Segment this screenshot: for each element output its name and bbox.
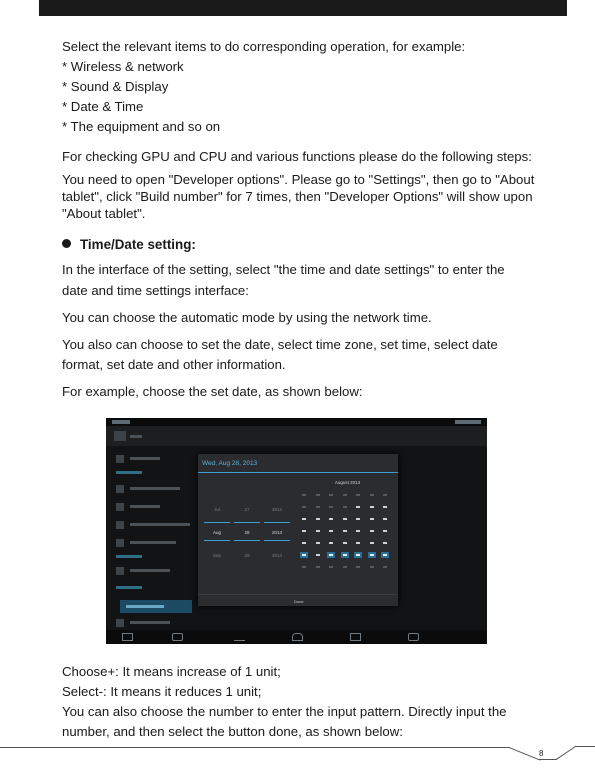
volume-up-icon xyxy=(408,633,419,641)
developer-text-line3: "About tablet". xyxy=(62,206,146,221)
calendar-day-cell xyxy=(341,528,349,534)
gpu-cpu-text: For checking GPU and CPU and various functions please do the following steps: xyxy=(62,149,532,164)
spinner-divider xyxy=(264,540,290,541)
bullet-icon xyxy=(62,239,71,248)
calendar-day-cell xyxy=(354,564,362,570)
list-item-sound: * Sound & Display xyxy=(62,79,169,94)
calendar-day-cell xyxy=(327,528,335,534)
calendar-day-cell xyxy=(327,564,335,570)
footer-rule xyxy=(575,746,595,747)
also-text-line2: format, set date and other information. xyxy=(62,357,286,372)
calendar-day-cell xyxy=(368,492,376,498)
page-number: 8 xyxy=(539,749,544,758)
calendar-month-header: August 2013 xyxy=(334,480,361,485)
calendar-day-cell xyxy=(327,552,335,558)
calendar-day-cell xyxy=(381,492,389,498)
calendar-day-cell xyxy=(314,552,322,558)
settings-section-header xyxy=(116,555,142,558)
done-button-label: Done xyxy=(294,599,304,604)
settings-action-bar xyxy=(106,426,487,446)
calendar-day-cell xyxy=(300,564,308,570)
calendar-day-cell xyxy=(341,564,349,570)
year-next: 2014 xyxy=(271,553,282,558)
calendar-day-cell xyxy=(381,564,389,570)
calendar-day-cell xyxy=(314,516,322,522)
list-item-equipment: * The equipment and so on xyxy=(62,119,221,134)
also-text-line1: You also can choose to set the date, select time zone, set time, select date xyxy=(62,337,498,352)
calendar-day-cell xyxy=(381,504,389,510)
calendar-day-cell xyxy=(341,552,349,558)
calendar-day-cell xyxy=(314,528,322,534)
done-bar xyxy=(198,594,398,607)
spinner-divider xyxy=(204,540,230,541)
calendar-day-cell xyxy=(300,504,308,510)
day-next: 29 xyxy=(244,553,250,558)
choose-text: Choose+: It means increase of 1 unit; xyxy=(62,664,281,679)
month-spinner: Aug xyxy=(212,530,221,535)
home-icon xyxy=(292,633,303,641)
calendar-day-cell xyxy=(327,504,335,510)
settings-icon xyxy=(114,431,126,441)
navigation-bar xyxy=(106,630,487,644)
day-spinner: 28 xyxy=(244,530,250,535)
calendar-day-cell xyxy=(300,492,308,498)
year-prev: 2012 xyxy=(271,507,282,512)
spinner-divider xyxy=(204,522,230,523)
tablet-screenshot xyxy=(106,418,487,644)
calendar-day-cell xyxy=(300,528,308,534)
calendar-day-cell xyxy=(368,564,376,570)
interface-text-line1: In the interface of the setting, select "the time and date settings" to enter the xyxy=(62,262,505,277)
calendar-day-cell xyxy=(368,528,376,534)
automatic-text: You can choose the automatic mode by using the network time. xyxy=(62,310,432,325)
calendar-day-cell xyxy=(354,540,362,546)
interface-text-line2: date and time settings interface: xyxy=(62,283,249,298)
calendar-day-cell xyxy=(314,504,322,510)
calendar-day-cell xyxy=(368,540,376,546)
calendar-day-cell xyxy=(381,528,389,534)
spinner-divider xyxy=(234,522,260,523)
input-text-line1: You can also choose the number to enter the input pattern. Directly input the xyxy=(62,704,507,719)
input-text-line2: number, and then select the button done, as shown below: xyxy=(62,724,403,739)
back-icon xyxy=(234,633,245,641)
day-prev: 27 xyxy=(244,507,250,512)
month-prev: Jul xyxy=(214,507,220,512)
status-bar xyxy=(106,418,487,426)
footer-rule xyxy=(0,747,510,748)
intro-line: Select the relevant items to do corresponding operation, for example: xyxy=(62,39,466,54)
calendar-day-cell xyxy=(354,516,362,522)
calendar-day-cell xyxy=(368,504,376,510)
calendar-day-cell xyxy=(327,540,335,546)
calendar-day-cell xyxy=(368,516,376,522)
year-spinner: 2013 xyxy=(271,530,282,535)
calendar-day-cell xyxy=(300,540,308,546)
recent-apps-icon xyxy=(350,633,361,641)
calendar-day-cell xyxy=(381,516,389,522)
developer-text-line1: You need to open "Developer options". Please go to "Settings", then go to "About xyxy=(62,172,535,187)
calendar-day-cell xyxy=(314,564,322,570)
calendar-day-cell xyxy=(381,540,389,546)
calendar-day-cell xyxy=(300,516,308,522)
calendar-day-cell xyxy=(354,504,362,510)
footer-rule xyxy=(556,746,576,760)
calendar-day-cell xyxy=(368,552,376,558)
settings-section-header xyxy=(116,586,142,589)
calendar-day-cell xyxy=(354,528,362,534)
section-heading xyxy=(62,235,196,255)
month-next: Sep xyxy=(212,553,221,558)
calendar-day-cell xyxy=(300,552,308,558)
settings-section-header xyxy=(116,471,142,474)
dialog-title: Wed, Aug 28, 2013 xyxy=(202,460,258,467)
developer-text-line2: tablet", click "Build number" for 7 times, then "Developer Options" will show upon xyxy=(62,189,533,204)
example-text: For example, choose the set date, as shown below: xyxy=(62,384,363,399)
set-date-dialog xyxy=(198,454,398,606)
footer-rule xyxy=(509,747,544,761)
calendar-day-cell xyxy=(354,492,362,498)
calendar-day-cell xyxy=(354,552,362,558)
settings-row-date-time-selected xyxy=(120,600,192,613)
list-item-date: * Date & Time xyxy=(62,99,144,114)
spinner-divider xyxy=(264,522,290,523)
calendar-view xyxy=(300,480,395,586)
calendar-day-cell xyxy=(314,492,322,498)
header-bar xyxy=(39,0,567,16)
section-heading-text: Time/Date setting: xyxy=(80,237,196,252)
footer-rule xyxy=(539,759,557,760)
calendar-day-cell xyxy=(341,492,349,498)
screenshot-icon xyxy=(122,633,133,641)
list-item-wireless: * Wireless & network xyxy=(62,59,184,74)
calendar-day-cell xyxy=(381,552,389,558)
calendar-day-cell xyxy=(314,540,322,546)
calendar-day-cell xyxy=(327,516,335,522)
spinner-divider xyxy=(234,540,260,541)
calendar-day-cell xyxy=(327,492,335,498)
calendar-day-cell xyxy=(341,504,349,510)
calendar-day-cell xyxy=(341,516,349,522)
volume-down-icon xyxy=(172,633,183,641)
select-text: Select-: It means it reduces 1 unit; xyxy=(62,684,262,699)
calendar-day-cell xyxy=(341,540,349,546)
